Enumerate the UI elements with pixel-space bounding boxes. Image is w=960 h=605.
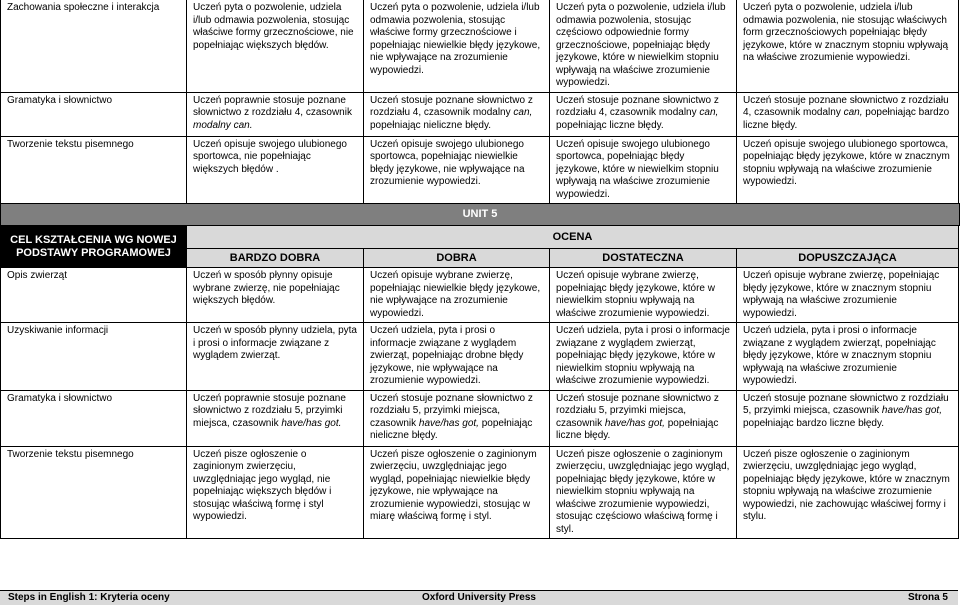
table-row (1, 446, 959, 539)
grade-cell-dostateczna (550, 92, 737, 136)
criteria-table-unit-5 (0, 225, 959, 539)
header-ocena: OCENA (187, 226, 959, 249)
grade-cell-dobra: Uczeń opisuje swojego ulubionego sportowca, popełniając niewielkie błędy językowe, nie wpływające na zrozumienie wypowiedzi. (364, 136, 550, 204)
grade-cell-dobra: Uczeń pyta o pozwolenie, udziela i/lub odmawia pozwolenia, stosując właściwe formy grzecznościowe i popełniając niewielkie błędy językowe, nie wpływające na zrozumienie wypowiedzi. (364, 0, 550, 92)
row-label: Opis zwierząt (1, 268, 187, 323)
header-grade-dobra: DOBRA (364, 249, 550, 268)
grade-cell-dopuszczajaca (737, 390, 959, 446)
grade-cell-dopuszczajaca: Uczeń opisuje swojego ulubionego sportowca, popełniając błędy językowe, które w znacznym stopniu wpływają na właściwe zrozumienie wypowiedzi. (737, 136, 959, 204)
grade-cell-dostateczna: Uczeń pisze ogłoszenie o zaginionym zwierzęciu, uwzględniając jego wygląd, popełniając błędy językowe, które w niewielkim stopniu wpływają na właściwe zrozumienie wypowiedzi, stosując częściowo właściwą formę i styl. (550, 446, 737, 539)
cell-italic-text: can, (843, 107, 863, 118)
table-row (1, 323, 959, 391)
cell-italic-text: have/has got. (281, 417, 342, 429)
grade-cell-bardzo-dobra (187, 92, 364, 136)
cell-text: Uczeń stosuje poznane słownictwo z rozdziału 5, przyimki miejsca, czasownik (556, 392, 719, 429)
cell-text: Uczeń poprawnie stosuje poznane słownictwo z rozdziału 4, czasownik (193, 94, 352, 118)
cell-italic-text: modalny can. (193, 119, 253, 131)
cell-italic-text: can, (513, 107, 533, 118)
header-row-ocena (1, 226, 959, 249)
grade-cell-dobra: Uczeń opisuje wybrane zwierzę, popełniając niewielkie błędy językowe, nie wpływające na zrozumienie wypowiedzi. (364, 268, 550, 323)
grade-cell-dopuszczajaca: Uczeń pyta o pozwolenie, udziela i/lub odmawia pozwolenia, nie stosując właściwych form grzecznościowych popełniając błędy językowe, które w znacznym stopniu wpływają na właściwe zrozumienie wypowiedzi. (737, 0, 959, 92)
row-label: Gramatyka i słownictwo (1, 390, 187, 446)
cell-text: popełniając liczne błędy. (556, 119, 664, 131)
grade-cell-dopuszczajaca: Uczeń opisuje wybrane zwierzę, popełniając błędy językowe, które w znacznym stopniu wpływają na właściwe zrozumienie wypowiedzi. (737, 268, 959, 323)
grade-cell-dopuszczajaca (737, 92, 959, 136)
table-row (1, 92, 959, 136)
cell-text: Uczeń stosuje poznane słownictwo z rozdziału 4, czasownik modalny (556, 94, 719, 118)
cell-italic-text: have/has got, (604, 417, 665, 429)
cell-text: Uczeń stosuje poznane słownictwo z rozdziału 4, czasownik modalny (370, 94, 533, 118)
table-row (1, 0, 959, 92)
grade-cell-dobra: Uczeń pisze ogłoszenie o zaginionym zwierzęciu, uwzględniając jego wygląd, popełniając niewielkie błędy językowe, nie wpływające na zrozumienie wypowiedzi, stosując w miarę właściwą formę i styl. (364, 446, 550, 539)
cell-italic-text: have/has got, (418, 417, 479, 429)
grade-cell-bardzo-dobra: Uczeń w sposób płynny udziela, pyta i prosi o informacje związane z wyglądem zwierząt. (187, 323, 364, 391)
grade-cell-bardzo-dobra: Uczeń pisze ogłoszenie o zaginionym zwierzęciu, uwzględniając jego wygląd, nie popełniając większych błędów i stosując właściwą formę i styl wypowiedzi. (187, 446, 364, 539)
grade-cell-bardzo-dobra: Uczeń pyta o pozwolenie, udziela i/lub odmawia pozwolenia, stosując właściwe formy grzecznościowe, nie popełniając większych błędów. (187, 0, 364, 92)
header-grade-dopuszczajaca: DOPUSZCZAJĄCA (737, 249, 959, 268)
header-cel-ksztalcenia: CEL KSZTAŁCENIA WG NOWEJ PODSTAWY PROGRAMOWEJ (1, 226, 187, 268)
row-label: Zachowania społeczne i interakcja (1, 0, 187, 92)
footer-document-title: Steps in English 1: Kryteria oceny (8, 592, 170, 603)
grade-cell-bardzo-dobra: Uczeń w sposób płynny opisuje wybrane zwierzę, nie popełniając większych błędów. (187, 268, 364, 323)
unit-title-bar: UNIT 5 (0, 203, 960, 226)
grade-cell-bardzo-dobra (187, 390, 364, 446)
cell-text: popełniając bardzo liczne błędy. (743, 417, 885, 429)
grade-cell-dostateczna: Uczeń pyta o pozwolenie, udziela i/lub odmawia pozwolenia, stosując częściowo odpowiednie formy grzecznościowe, popełniając błędy językowe, które w niewielkim stopniu wpływają na właściwe zrozumienie wypowiedzi. (550, 0, 737, 92)
table-row (1, 268, 959, 323)
cell-text: popełniając nieliczne błędy. (370, 417, 533, 441)
grade-cell-dobra (364, 92, 550, 136)
grade-cell-dostateczna: Uczeń opisuje wybrane zwierzę, popełniając błędy językowe, które w niewielkim stopniu wpływają na właściwe zrozumienie wypowiedzi. (550, 268, 737, 323)
grade-cell-dostateczna (550, 390, 737, 446)
cell-text: Uczeń stosuje poznane słownictwo z rozdziału 5, przyimki miejsca, czasownik (370, 392, 533, 429)
row-label: Uzyskiwanie informacji (1, 323, 187, 391)
cell-text: popełniając nieliczne błędy. (370, 119, 492, 131)
row-label: Gramatyka i słownictwo (1, 92, 187, 136)
grade-cell-dopuszczajaca: Uczeń udziela, pyta i prosi o informacje związane z wyglądem zwierząt, popełniając błędy językowe, które w znacznym stopniu wpływają na właściwe zrozumienie wypowiedzi. (737, 323, 959, 391)
cell-text: popełniając bardzo liczne błędy. (743, 107, 950, 131)
cell-italic-text: have/has got, (881, 405, 942, 416)
row-label: Tworzenie tekstu pisemnego (1, 446, 187, 539)
table-row (1, 390, 959, 446)
grade-cell-bardzo-dobra: Uczeń opisuje swojego ulubionego sportowca, nie popełniając większych błędów . (187, 136, 364, 204)
grade-cell-dostateczna: Uczeń udziela, pyta i prosi o informacje związane z wyglądem zwierząt, popełniając błędy językowe, które w niewielkim stopniu wpływają na właściwe zrozumienie wypowiedzi. (550, 323, 737, 391)
cell-text: Uczeń stosuje poznane słownictwo z rozdziału 5, przyimki miejsca, czasownik (743, 392, 949, 416)
table-row (1, 136, 959, 204)
cell-text: Uczeń stosuje poznane słownictwo z rozdziału 4, czasownik modalny (743, 94, 949, 118)
header-grade-dostateczna: DOSTATECZNA (550, 249, 737, 268)
grade-cell-dopuszczajaca: Uczeń pisze ogłoszenie o zaginionym zwierzęciu, uwzględniając jego wygląd, popełniając błędy językowe, które w znacznym stopniu wpływają na właściwe zrozumienie wypowiedzi, nie zachowując właściwej formy i stylu. (737, 446, 959, 539)
footer-page-number: Strona 5 (907, 592, 948, 603)
grade-cell-dostateczna: Uczeń opisuje swojego ulubionego sportowca, popełniając błędy językowe, które w niewielkim stopniu wpływają na właściwe zrozumienie wypowiedzi. (550, 136, 737, 204)
cell-italic-text: can, (699, 107, 719, 118)
cell-text: Uczeń poprawnie stosuje poznane słownictwo z rozdziału 5, przyimki miejsca, czasownik (193, 392, 346, 429)
grade-cell-dobra (364, 390, 550, 446)
cell-text: popełniając liczne błędy. (556, 417, 719, 441)
grade-cell-dobra: Uczeń udziela, pyta i prosi o informacje związane z wyglądem zwierząt, popełniając drobne błędy językowe, nie wpływające na zrozumienie wypowiedzi. (364, 323, 550, 391)
row-label: Tworzenie tekstu pisemnego (1, 136, 187, 204)
header-grade-bardzo-dobra: BARDZO DOBRA (187, 249, 364, 268)
footer-publisher: Oxford University Press (422, 592, 536, 603)
criteria-table-previous-unit (0, 0, 959, 204)
page-footer (0, 590, 958, 605)
